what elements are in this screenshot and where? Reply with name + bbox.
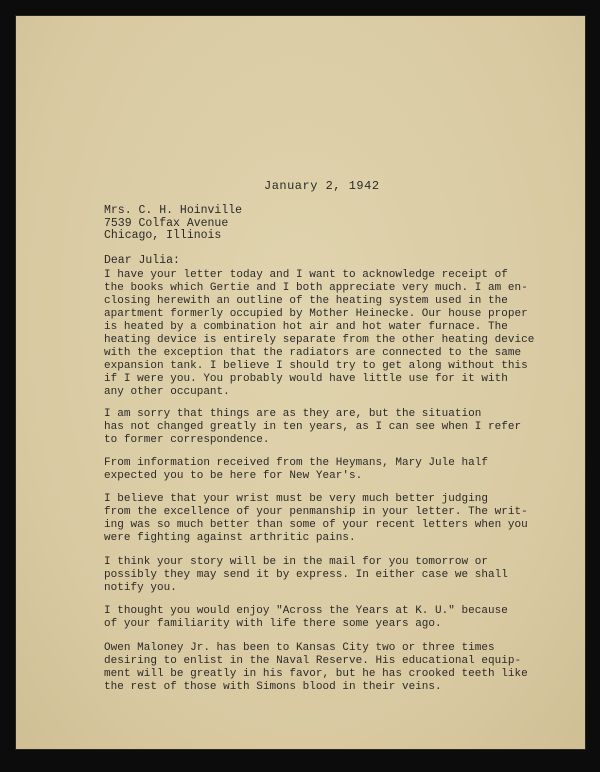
body-line: the books which Gertie and I both appreciate very much. I am en- [104, 282, 528, 294]
body-line: I thought you would enjoy "Across the Years at K. U." because [104, 605, 508, 617]
recipient-street: 7539 Colfax Avenue [104, 216, 229, 230]
letter-page [16, 16, 585, 749]
body-line: possibly they may send it by express. In either case we shall [104, 569, 508, 581]
body-line: I have your letter today and I want to acknowledge receipt of [104, 269, 508, 281]
body-line: with the exception that the radiators are connected to the same [104, 347, 522, 359]
salutation: Dear Julia: [104, 254, 180, 267]
body-line: I think your story will be in the mail for you tomorrow or [104, 556, 489, 568]
body-line: expansion tank. I believe I should try to get along without this [104, 360, 528, 372]
body-line: From information received from the Heymans, Mary Jule half [104, 457, 489, 469]
body-line: to former correspondence. [104, 434, 270, 446]
recipient-address [104, 205, 242, 243]
body-line: is heated by a combination hot air and hot water furnace. The [104, 321, 508, 333]
body-line: heating device is entirely separate from the other heating device [104, 334, 535, 346]
body-line: from the excellence of your penmanship in your letter. The writ- [104, 506, 528, 518]
body-line: of your familiarity with life there some years ago. [104, 618, 442, 630]
body-line: closing herewith an outline of the heating system used in the [104, 295, 508, 307]
body-line: notify you. [104, 582, 177, 594]
body-line: expected you to be here for New Year's. [104, 470, 363, 482]
body-line: apartment formerly occupied by Mother Heinecke. Our house proper [104, 308, 528, 320]
body-line: were fighting against arthritic pains. [104, 532, 356, 544]
letter-date: January 2, 1942 [264, 179, 380, 193]
body-line: I believe that your wrist must be very much better judging [104, 493, 489, 505]
body-line: ment will be greatly in his favor, but he has crooked teeth like [104, 668, 528, 680]
body-line: any other occupant. [104, 386, 230, 398]
recipient-city: Chicago, Illinois [104, 229, 222, 242]
body-line: the rest of those with Simons blood in their veins. [104, 681, 442, 693]
body-line: Owen Maloney Jr. has been to Kansas City two or three times [104, 642, 495, 654]
recipient-name: Mrs. C. H. Hoinville [104, 204, 243, 217]
body-line: ing was so much better than some of your recent letters when you [104, 519, 528, 531]
body-line: I am sorry that things are as they are, but the situation [104, 408, 482, 420]
body-line: desiring to enlist in the Naval Reserve. His educational equip- [104, 655, 522, 667]
body-line: has not changed greatly in ten years, as I can see when I refer [104, 421, 522, 433]
body-line: if I were you. You probably would have little use for it with [104, 373, 508, 385]
